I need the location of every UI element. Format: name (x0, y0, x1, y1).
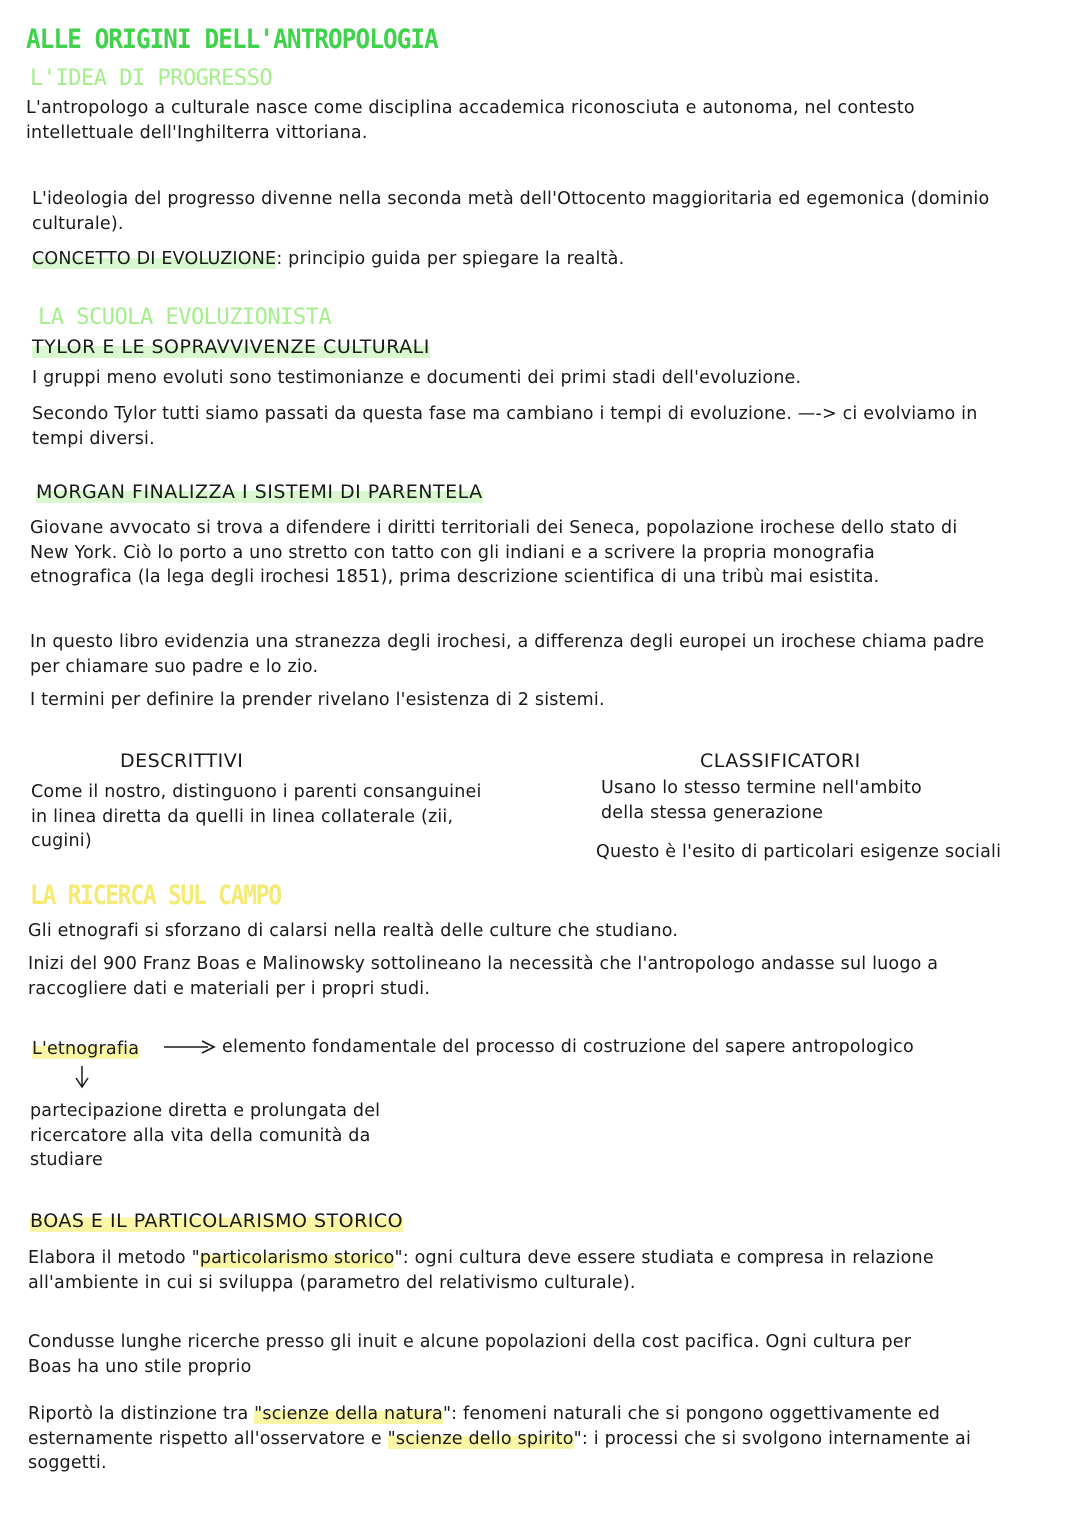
heading-ricerca-campo: LA RICERCA SUL CAMPO (30, 880, 281, 911)
heading-classificatori: CLASSIFICATORI (700, 750, 861, 772)
concept-text: : principio guida per spiegare la realtà. (276, 249, 625, 269)
paragraph-morgan-1: Giovane avvocato si trova a difendere i diritti territoriali dei Seneca, popolazione irochese dello stato di New York. Ciò lo porto a uno stretto con tatto con gli indiani e a scrivere la propria monografia etnografica (la lega degli irochesi 1851), prima descrizione scientifica di una tribù mai esistita. (30, 518, 958, 587)
paragraph-ricerca-1: Gli etnografi si sforzano di calarsi nella realtà delle culture che studiano. (28, 921, 679, 941)
heading-morgan: MORGAN FINALIZZA I SISTEMI DI PARENTELA (36, 481, 483, 503)
text-descrittivi: Come il nostro, distinguono i parenti consanguinei in linea diretta da quelli in linea collaterale (zii, cugini) (31, 782, 482, 851)
paragraph-boas-2: Condusse lunghe ricerche presso gli inuit e alcune popolazioni della cost pacifica. Ogni cultura per Boas ha uno stile proprio (28, 1332, 912, 1377)
paragraph-tylor-1: I gruppi meno evoluti sono testimonianze e documenti dei primi stadi dell'evoluzione. (32, 368, 802, 388)
arrow-down-icon (72, 1064, 92, 1090)
paragraph-boas-1: Elabora il metodo "particolarismo storico": ogni cultura deve essere studiata e compresa in relazione all'ambiente in cui si sviluppa (parametro del relativismo culturale). (28, 1248, 934, 1293)
paragraph-ideologia: L'ideologia del progresso divenne nella seconda metà dell'Ottocento maggioritaria ed egemonica (dominio culturale). (32, 189, 990, 234)
heading-idea-progresso: L'IDEA DI PROGRESSO (30, 66, 273, 91)
note-classificatori: Questo è l'esito di particolari esigenze sociali (596, 842, 1002, 862)
text-classificatori: Usano lo stesso termine nell'ambito della stessa generazione (601, 778, 922, 823)
paragraph-ricerca-2: Inizi del 900 Franz Boas e Malinowsky sottolineano la necessità che l'antropologo andasse sul luogo a raccogliere dati e materiali per i propri studi. (28, 954, 939, 999)
page-title: ALLE ORIGINI DELL'ANTROPOLOGIA (26, 24, 438, 55)
heading-descrittivi: DESCRITTIVI (120, 750, 244, 772)
paragraph-boas-3: Riportò la distinzione tra "scienze della natura": fenomeni naturali che si pongono oggettivamente ed esternamente rispetto all'osservatore e "scienze dello spirito": i processi che si svolgono internamente ai soggetti. (28, 1404, 972, 1473)
heading-scuola-evoluzionista: LA SCUOLA EVOLUZIONISTA (38, 305, 332, 330)
paragraph-concetto (32, 247, 624, 272)
etnografia-label: L'etnografia (32, 1039, 140, 1059)
concept-label: CONCETTO DI EVOLUZIONE (32, 249, 277, 269)
heading-boas: BOAS E IL PARTICOLARISMO STORICO (30, 1210, 404, 1232)
heading-tylor: TYLOR E LE SOPRAVVIVENZE CULTURALI (32, 336, 430, 358)
arrow-right-icon (162, 1035, 218, 1059)
paragraph-intro: L'antropologo a culturale nasce come disciplina accademica riconosciuta e autonoma, nel contesto intellettuale dell'Inghilterra vittoriana. (26, 98, 915, 143)
etnografia-note: partecipazione diretta e prolungata del ricercatore alla vita della comunità da studiare (30, 1101, 381, 1170)
paragraph-tylor-2: Secondo Tylor tutti siamo passati da questa fase ma cambiano i tempi di evoluzione. —-> ci evolviamo in tempi diversi. (32, 404, 978, 449)
paragraph-morgan-2: In questo libro evidenzia una stranezza degli irochesi, a differenza degli europei un irochese chiama padre per chiamare suo padre e lo zio. (30, 632, 985, 677)
paragraph-morgan-3: I termini per definire la prender rivelano l'esistenza di 2 sistemi. (30, 690, 605, 710)
etnografia-definition: elemento fondamentale del processo di costruzione del sapere antropologico (222, 1037, 914, 1057)
